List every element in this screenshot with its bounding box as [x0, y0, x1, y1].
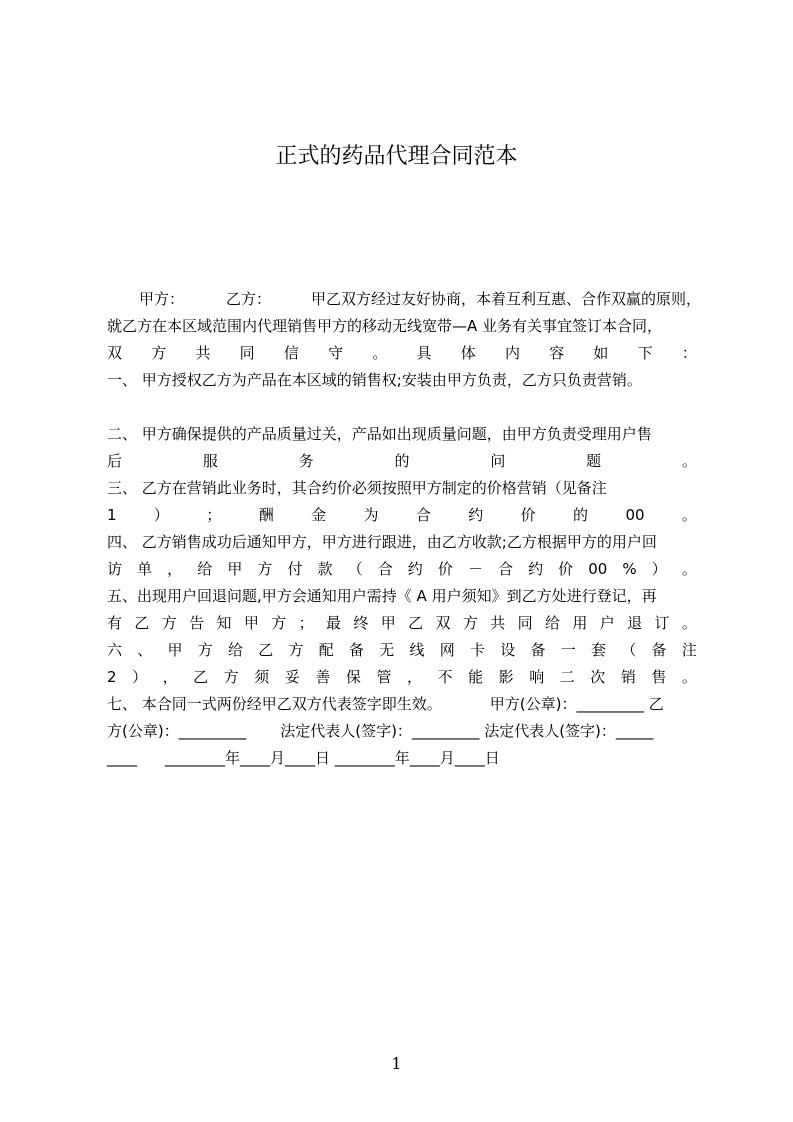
text-token: 须	[254, 668, 270, 686]
text-token: 下	[637, 344, 653, 362]
text-token: 合	[415, 506, 431, 524]
text-token: 双	[107, 344, 123, 362]
text-token: 。	[681, 668, 697, 686]
text-token: 套	[591, 641, 607, 659]
text-token: 甲	[167, 641, 183, 659]
preamble-text: 甲乙双方经过友好协商，本着互利互惠、合作双赢的原则，	[311, 290, 702, 308]
text-token: 价	[558, 560, 574, 578]
text-token: 信	[283, 344, 299, 362]
text-token: ）	[132, 668, 148, 686]
text-token: 。	[372, 344, 388, 362]
text-token: 金	[311, 506, 327, 524]
text-token: 共	[490, 614, 506, 632]
text-token: 00	[588, 560, 608, 578]
text-token: 。	[681, 560, 697, 578]
text-token: 付	[287, 560, 303, 578]
text-token: 一	[560, 641, 576, 659]
text-token: 给	[228, 641, 244, 659]
preamble-line-2: 就乙方在本区域范围内代理销售甲方的移动无线宽带—A 业务有关事宜签订本合同，	[107, 317, 663, 335]
text-token: %	[622, 560, 637, 578]
text-token: 具	[416, 344, 432, 362]
text-token: 方	[223, 668, 239, 686]
text-token: 订	[654, 614, 670, 632]
text-token: ：	[681, 344, 697, 362]
text-token: 销	[620, 668, 636, 686]
text-token: 1	[107, 506, 117, 524]
text-token: 约	[407, 560, 423, 578]
text-token: 二	[559, 668, 575, 686]
text-token: 设	[500, 641, 516, 659]
text-token: 配	[318, 641, 334, 659]
text-token: 退	[627, 614, 643, 632]
text-token: 方	[271, 614, 287, 632]
text-token: 同	[517, 614, 533, 632]
text-token: 方	[288, 641, 304, 659]
text-token: 。	[681, 452, 697, 470]
text-token: 。	[681, 614, 697, 632]
text-token: 有	[107, 614, 123, 632]
text-token: 款	[317, 560, 333, 578]
text-token: ，	[162, 668, 178, 686]
text-token: 乙	[134, 614, 150, 632]
text-token: （	[347, 560, 363, 578]
text-token: 价	[437, 560, 453, 578]
text-token: 甲	[380, 614, 396, 632]
text-token: 最	[326, 614, 342, 632]
text-token: 善	[315, 668, 331, 686]
text-token: ）	[651, 560, 667, 578]
text-token: 备	[651, 641, 667, 659]
text-token: ；	[298, 614, 314, 632]
clause-3-continued	[107, 502, 697, 529]
legal-representative-fields: 法定代表人(签字)：_________ 法定代表人(签字)：_____	[280, 722, 654, 740]
text-token: 方	[161, 614, 177, 632]
clause-2: 二、 甲方确保提供的产品质量过关，产品如出现质量问题，由甲方负责受理用户售	[107, 425, 652, 443]
parties-line	[107, 286, 702, 313]
text-token: 约	[528, 560, 544, 578]
text-token: 方	[462, 614, 478, 632]
party-b-label: 乙方：	[226, 290, 272, 308]
text-token: 知	[216, 614, 232, 632]
text-token: －	[467, 560, 483, 578]
text-token: （	[621, 641, 637, 659]
text-token: 甲	[243, 614, 259, 632]
document-title: 正式的药品代理合同范本	[275, 144, 518, 169]
clause-5-continued	[107, 610, 697, 637]
clause-6-continued	[107, 664, 697, 691]
text-token: 的	[394, 452, 410, 470]
text-token: 六	[107, 641, 123, 659]
contract-body	[107, 286, 702, 772]
text-token: 能	[468, 668, 484, 686]
text-token: 00	[625, 506, 645, 524]
text-token: 给	[197, 560, 213, 578]
text-token: 守	[328, 344, 344, 362]
text-token: ；	[206, 506, 222, 524]
text-token: ）	[153, 506, 169, 524]
text-token: 容	[549, 344, 565, 362]
party-a-label: 甲方：	[139, 290, 185, 308]
text-token: 乙	[258, 641, 274, 659]
text-token: 务	[298, 452, 314, 470]
text-token: 、	[137, 641, 153, 659]
text-token: 后	[107, 452, 123, 470]
text-token: 题	[586, 452, 602, 470]
text-token: 备	[530, 641, 546, 659]
clause-4: 四、 乙方销售成功后通知甲方，甲方进行跟进，由乙方收款;乙方根据甲方的用户回	[107, 533, 657, 551]
text-token: 酬	[258, 506, 274, 524]
text-token: 合	[498, 560, 514, 578]
text-token: 体	[460, 344, 476, 362]
text-token: 卡	[470, 641, 486, 659]
text-token: 影	[498, 668, 514, 686]
text-token: ，	[167, 560, 183, 578]
text-token: 单	[137, 560, 153, 578]
text-token: 方	[257, 560, 273, 578]
text-token: 无	[379, 641, 395, 659]
text-token: ，	[407, 668, 423, 686]
text-token: 双	[435, 614, 451, 632]
text-token: 保	[345, 668, 361, 686]
text-token: 注	[681, 641, 697, 659]
text-token: 给	[545, 614, 561, 632]
clause-2-continued	[107, 448, 697, 475]
signature-blank: ____	[107, 749, 137, 767]
date-fields: ________年____月____日 ________年____月____日	[165, 749, 500, 767]
clause-1: 一、 甲方授权乙方为产品在本区域的销售权;安装由甲方负责，乙方只负责营销。	[107, 371, 642, 389]
text-token: 访	[107, 560, 123, 578]
preamble-line-3	[107, 340, 697, 367]
text-token: 终	[353, 614, 369, 632]
text-token: 为	[363, 506, 379, 524]
text-token: 问	[490, 452, 506, 470]
text-token: 内	[504, 344, 520, 362]
text-token: 如	[593, 344, 609, 362]
clause-4-continued	[107, 556, 697, 583]
text-token: 户	[599, 614, 615, 632]
clause-3: 三、 乙方在营销此业务时，其合约价必须按照甲方制定的价格营销（见备注	[107, 479, 607, 497]
text-token: 次	[590, 668, 606, 686]
text-token: 服	[202, 452, 218, 470]
clause-5: 五、出现用户回退问题,甲方会通知用户需持《 A 用户须知》到乙方处进行登记，再	[107, 587, 657, 605]
text-token: 约	[468, 506, 484, 524]
text-token: 同	[239, 344, 255, 362]
text-token: 不	[437, 668, 453, 686]
text-token: 甲	[227, 560, 243, 578]
page-number: 1	[391, 1054, 402, 1073]
text-token: 网	[439, 641, 455, 659]
text-token: 管	[376, 668, 392, 686]
text-token: 方	[151, 344, 167, 362]
text-token: 合	[377, 560, 393, 578]
clause-7	[107, 691, 697, 718]
text-token: 妥	[284, 668, 300, 686]
text-token: 。	[681, 506, 697, 524]
text-token: 备	[349, 641, 365, 659]
text-token: 用	[572, 614, 588, 632]
clause-6	[107, 637, 697, 664]
text-token: 乙	[408, 614, 424, 632]
text-token: 线	[409, 641, 425, 659]
text-token: 乙	[193, 668, 209, 686]
text-token: 告	[189, 614, 205, 632]
clause-7-text: 七、 本合同一式两份经甲乙双方代表签字即生效。	[107, 695, 442, 713]
text-token: 响	[529, 668, 545, 686]
signature-line-2	[107, 745, 697, 772]
text-token: 共	[195, 344, 211, 362]
signature-line-1	[107, 718, 697, 745]
text-token: 价	[520, 506, 536, 524]
party-b-seal-field: 方(公章)：_________	[107, 722, 247, 740]
text-token: 2	[107, 668, 117, 686]
text-token: 的	[573, 506, 589, 524]
text-token: 方	[197, 641, 213, 659]
text-token: 售	[651, 668, 667, 686]
party-a-seal-field: 甲方(公章)：_________ 乙	[489, 695, 664, 713]
